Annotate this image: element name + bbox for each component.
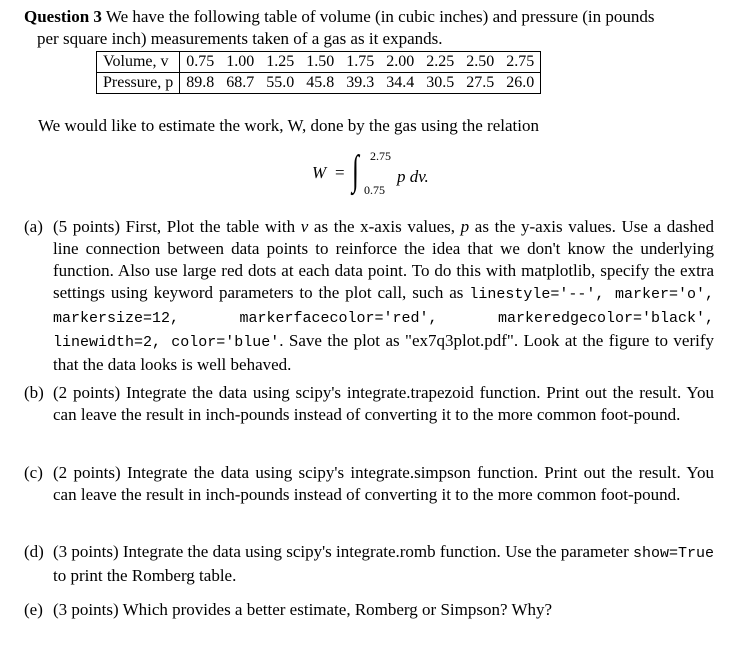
question-number: Question 3 (24, 7, 102, 26)
integral-lower-limit: 0.75 (364, 183, 385, 197)
formula-equals: = (335, 163, 345, 182)
pressure-cell: 27.5 (466, 74, 495, 91)
part-c-body: (2 points) Integrate the data using scipy's integrate.simpson function. Print out the result. You can leave the result in inch-pounds instead of converting it to the more common foot-pound. (53, 463, 714, 504)
part-a (24, 216, 714, 376)
part-a-text: as the x-axis values, (308, 217, 461, 236)
part-e-body: (3 points) Which provides a better estimate, Romberg or Simpson? Why? (53, 600, 553, 619)
part-b-body: (2 points) Integrate the data using scipy's integrate.trapezoid function. Print out the result. You can leave the result in inch-pounds instead of converting it to the more common foot-pound. (53, 383, 714, 424)
volume-row (97, 52, 541, 73)
volume-cell: 1.50 (300, 52, 340, 73)
work-integral-formula (312, 148, 452, 197)
volume-cell: 2.75 (500, 52, 541, 73)
part-e (24, 599, 714, 621)
part-e-label: (e) (24, 600, 43, 619)
pressure-cell: 26.0 (506, 74, 535, 91)
pressure-cell: 55.0 (266, 74, 295, 91)
part-b-label: (b) (24, 383, 44, 402)
question-intro-line1: We have the following table of volume (in cubic inches) and pressure (in pounds (105, 7, 655, 26)
part-d-text: to print the Romberg table. (53, 566, 237, 585)
volume-cell: 1.75 (340, 52, 380, 73)
part-a-code: linestyle='--', marker='o', markersize=12, markerfacecolor='red', markeredgecolor='black', linewidth=2, color='blue' (53, 286, 714, 351)
volume-cell: 2.00 (380, 52, 420, 73)
part-c-label: (c) (24, 463, 43, 482)
part-a-text: . Save the plot as "ex7q3plot.pdf". Look at the figure to verify that the data looks is well behaved. (53, 331, 714, 374)
pressure-cell: 39.3 (346, 74, 375, 91)
part-c (24, 462, 714, 506)
part-a-label: (a) (24, 217, 43, 236)
relation-text: We would like to estimate the work, W, done by the gas using the relation (38, 116, 539, 135)
volume-cell: 1.00 (220, 52, 260, 73)
var-p: p (460, 217, 470, 236)
formula-lhs: W (312, 163, 327, 182)
pressure-cell: 68.7 (226, 74, 255, 91)
integral-upper-limit: 2.75 (370, 149, 391, 163)
question-intro-line2: per square inch) measurements taken of a gas as it expands. (37, 29, 443, 48)
part-a-text: as the y-axis values. Use a dashed line connection between data points to reinforce the idea that we don't know the underlying function. Also use large red dots at each data point. To do this with matplotlib, specify the extra settings using keyword parameters to the plot call, such as (53, 217, 714, 302)
volume-cell: 2.25 (420, 52, 460, 73)
pressure-row (97, 73, 541, 94)
pressure-label: Pressure, p (97, 73, 180, 94)
integral-sign: ∫ (352, 148, 359, 194)
part-d (24, 541, 714, 587)
volume-cell: 1.25 (260, 52, 300, 73)
part-d-label: (d) (24, 542, 44, 561)
pressure-cell: 30.5 (426, 74, 455, 91)
var-v: v (300, 217, 309, 236)
integrand: p dv. (397, 167, 429, 186)
volume-label: Volume, v (97, 52, 180, 73)
part-d-code: show=True (632, 545, 714, 562)
part-a-body (53, 216, 714, 376)
question-header (24, 6, 724, 50)
volume-cell: 2.50 (460, 52, 500, 73)
part-a-text: (5 points) First, Plot the table with (53, 217, 301, 236)
pressure-cell: 34.4 (386, 74, 415, 91)
part-d-body (53, 541, 714, 587)
volume-cell: 0.75 (180, 52, 221, 73)
pressure-cell: 45.8 (306, 74, 335, 91)
volume-pressure-table (96, 51, 541, 94)
part-d-text: (3 points) Integrate the data using scipy's integrate.romb function. Use the parameter (53, 542, 633, 561)
part-b (24, 382, 714, 426)
pressure-cell: 89.8 (186, 74, 215, 91)
